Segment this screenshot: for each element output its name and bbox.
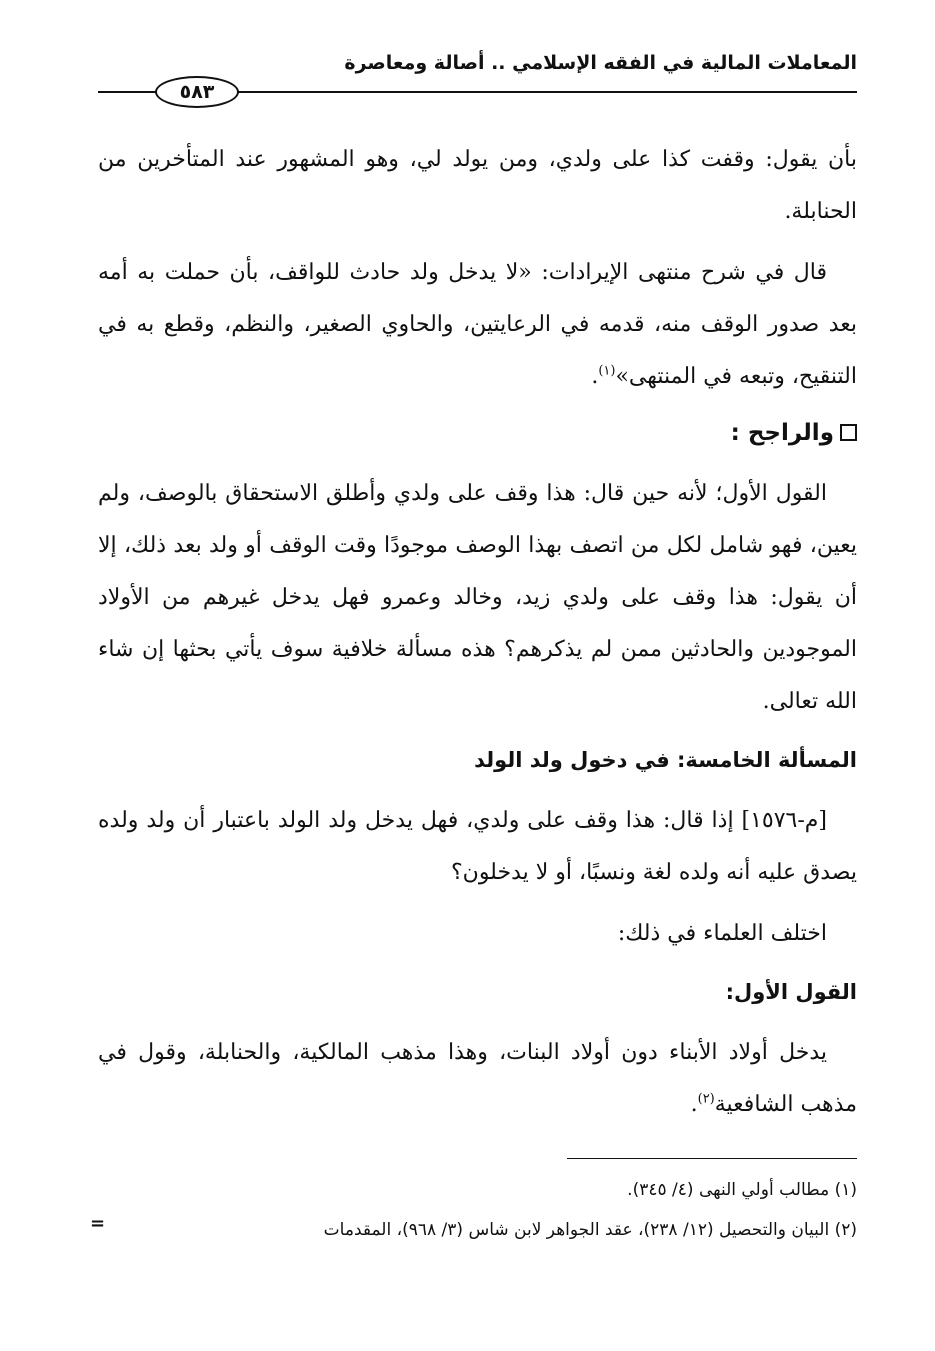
paragraph-6-end: . [690,1092,698,1117]
paragraph-2-text: قال في شرح منتهى الإيرادات: «لا يدخل ولد حادث للواقف، بأن حملت به أمه بعد صدور الوقف منه، قدمه في الرعايتين، والحاوي الصغير، والنظم، وقطع به في التنقيح، وتبعه في المنتهى» [98,260,857,389]
footnote-ref-2: (٢) [697,1091,715,1107]
paragraph-3: القول الأول؛ لأنه حين قال: هذا وقف على ولدي وأطلق الاستحقاق بالوصف، ولم يعين، فهو شامل لكل من اتصف بهذا الوصف موجودًا وقت الوقف أو ولد بعد ذلك، إلا أن يقول: هذا وقف على ولدي زيد، وخالد وعمرو فهل يدخل غيرهم من الأولاد الموجودين والحادثين ممن لم يذكرهم؟ هذه مسألة خلافية سوف يأتي بحثها إن شاء الله تعالى. [98,481,857,714]
paragraph-5: اختلف العلماء في ذلك: [617,921,827,946]
paragraph-2-end: . [591,364,599,389]
footnote-1: (١) مطالب أولي النهى (٤/ ٣٤٥). [627,1180,857,1200]
square-bullet-icon [840,424,857,441]
paragraph-6-text: يدخل أولاد الأبناء دون أولاد البنات، وهذا مذهب المالكية، والحنابلة، وقول في مذهب الشافعية [98,1040,857,1117]
paragraph-4: [م-١٥٧٦] إذا قال: هذا وقف على ولدي، فهل يدخل ولد الولد باعتبار أن ولد ولده يصدق عليه أنه ولده لغة ونسبًا، أو لا يدخلون؟ [98,808,857,885]
footnote-ref-1: (١) [598,363,616,379]
footnotes [98,1170,857,1250]
main-text [98,134,857,1131]
heading-rajih [98,407,857,459]
paragraph-1: بأن يقول: وقفت كذا على ولدي، ومن يولد لي، وهو المشهور عند المتأخرين من الحنابلة. [98,147,857,224]
paragraph-6 [98,1027,857,1131]
page-number: ٥٨٣ [155,76,239,108]
heading-qawl-1: القول الأول: [725,980,857,1004]
running-title: المعاملات المالية في الفقه الإسلامي .. أصالة ومعاصرة [344,52,857,74]
footnote-2: (٢) البيان والتحصيل (١٢/ ٢٣٨)، عقد الجواهر لابن شاس (٣/ ٩٦٨)، المقدمات [323,1220,857,1240]
footnote-continuation-mark: = [90,1213,106,1234]
heading-mas-alah-5: المسألة الخامسة: في دخول ولد الولد [474,748,857,772]
paragraph-2 [98,247,857,403]
footnote-rule [567,1158,857,1159]
heading-rajih-label: والراجح : [730,420,834,446]
